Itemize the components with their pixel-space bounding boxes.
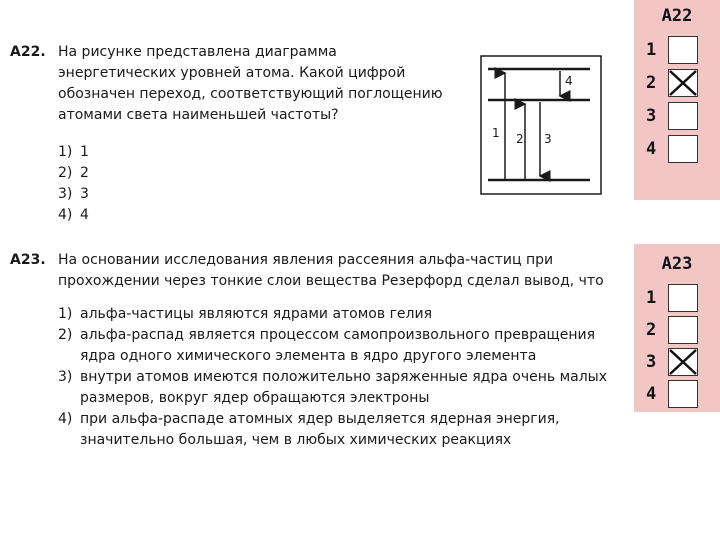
answer-checkbox-checked[interactable] <box>668 69 698 97</box>
choice-number: 2 <box>646 320 657 340</box>
option-3 <box>10 367 625 409</box>
options-list <box>10 142 455 226</box>
energy-level-diagram <box>480 55 602 195</box>
choice-number: 1 <box>646 288 657 308</box>
question-number: А23. <box>10 252 46 268</box>
transition-3-label: 3 <box>544 132 552 146</box>
transition-4-label: 4 <box>565 74 573 88</box>
answer-checkbox[interactable] <box>668 102 698 130</box>
option-text: альфа-распад является процессом самопроизвольного превращения ядра одного химического элемента в ядро другого элемента <box>80 327 596 364</box>
option-number: 1) <box>58 144 73 160</box>
option-number: 1) <box>58 306 73 322</box>
choice-number: 3 <box>646 352 657 372</box>
answer-panel-title: А23 <box>661 254 693 274</box>
option-text: 1 <box>80 144 89 160</box>
option-number: 3) <box>58 369 73 385</box>
question-text: На основании исследования явления рассеяния альфа-частиц при прохождении через тонкие слои вещества Резерфорд сделал вывод, что <box>58 252 604 289</box>
choice-number: 3 <box>646 106 657 126</box>
choice-number: 2 <box>646 73 657 93</box>
question-a23 <box>10 250 625 451</box>
option-number: 4) <box>58 207 73 223</box>
answer-panel-title: А22 <box>661 6 693 26</box>
transition-2-label: 2 <box>516 132 524 146</box>
option-number: 2) <box>58 327 73 343</box>
transition-1-label: 1 <box>492 126 500 140</box>
option-number: 3) <box>58 186 73 202</box>
choice-number: 1 <box>646 40 657 60</box>
answer-choice-1[interactable] <box>646 284 718 312</box>
answer-choice-2[interactable] <box>646 316 718 344</box>
answer-checkbox[interactable] <box>668 36 698 64</box>
answer-checkbox[interactable] <box>668 316 698 344</box>
answer-checkbox[interactable] <box>668 380 698 408</box>
choice-number: 4 <box>646 139 657 159</box>
option-text: внутри атомов имеются положительно заряженные ядра очень малых размеров, вокруг ядер обращаются электроны <box>80 369 608 406</box>
option-1 <box>10 304 625 325</box>
answer-choice-1[interactable] <box>646 36 718 64</box>
option-text: 3 <box>80 186 89 202</box>
question-number: А22. <box>10 44 46 60</box>
cross-mark-icon <box>669 349 697 375</box>
option-1 <box>10 142 455 163</box>
option-text: альфа-частицы являются ядрами атомов гелия <box>80 306 433 322</box>
diagram-frame <box>481 56 601 194</box>
answer-checkbox-checked[interactable] <box>668 348 698 376</box>
option-number: 2) <box>58 165 73 181</box>
answer-choice-2[interactable] <box>646 69 718 97</box>
option-4 <box>10 205 455 226</box>
answer-checkbox[interactable] <box>668 284 698 312</box>
question-a22 <box>10 42 455 226</box>
option-text: 2 <box>80 165 89 181</box>
options-list <box>10 304 625 451</box>
option-2 <box>10 325 625 367</box>
option-text: 4 <box>80 207 89 223</box>
option-3 <box>10 184 455 205</box>
answer-choice-3[interactable] <box>646 102 718 130</box>
option-2 <box>10 163 455 184</box>
answer-panel-a23 <box>634 244 720 412</box>
answer-choice-3[interactable] <box>646 348 718 376</box>
choice-number: 4 <box>646 384 657 404</box>
cross-mark-icon <box>669 70 697 96</box>
answer-choice-4[interactable] <box>646 135 718 163</box>
option-4 <box>10 409 625 451</box>
answer-choice-4[interactable] <box>646 380 718 408</box>
option-text: при альфа-распаде атомных ядер выделяется ядерная энергия, значительно большая, чем в любых химических реакциях <box>80 411 560 448</box>
option-number: 4) <box>58 411 73 427</box>
answer-panel-a22 <box>634 0 720 200</box>
question-text: На рисунке представлена диаграмма энергетических уровней атома. Какой цифрой обозначен переход, соответствующий поглощению атомами света наименьшей частоты? <box>58 44 443 123</box>
answer-checkbox[interactable] <box>668 135 698 163</box>
